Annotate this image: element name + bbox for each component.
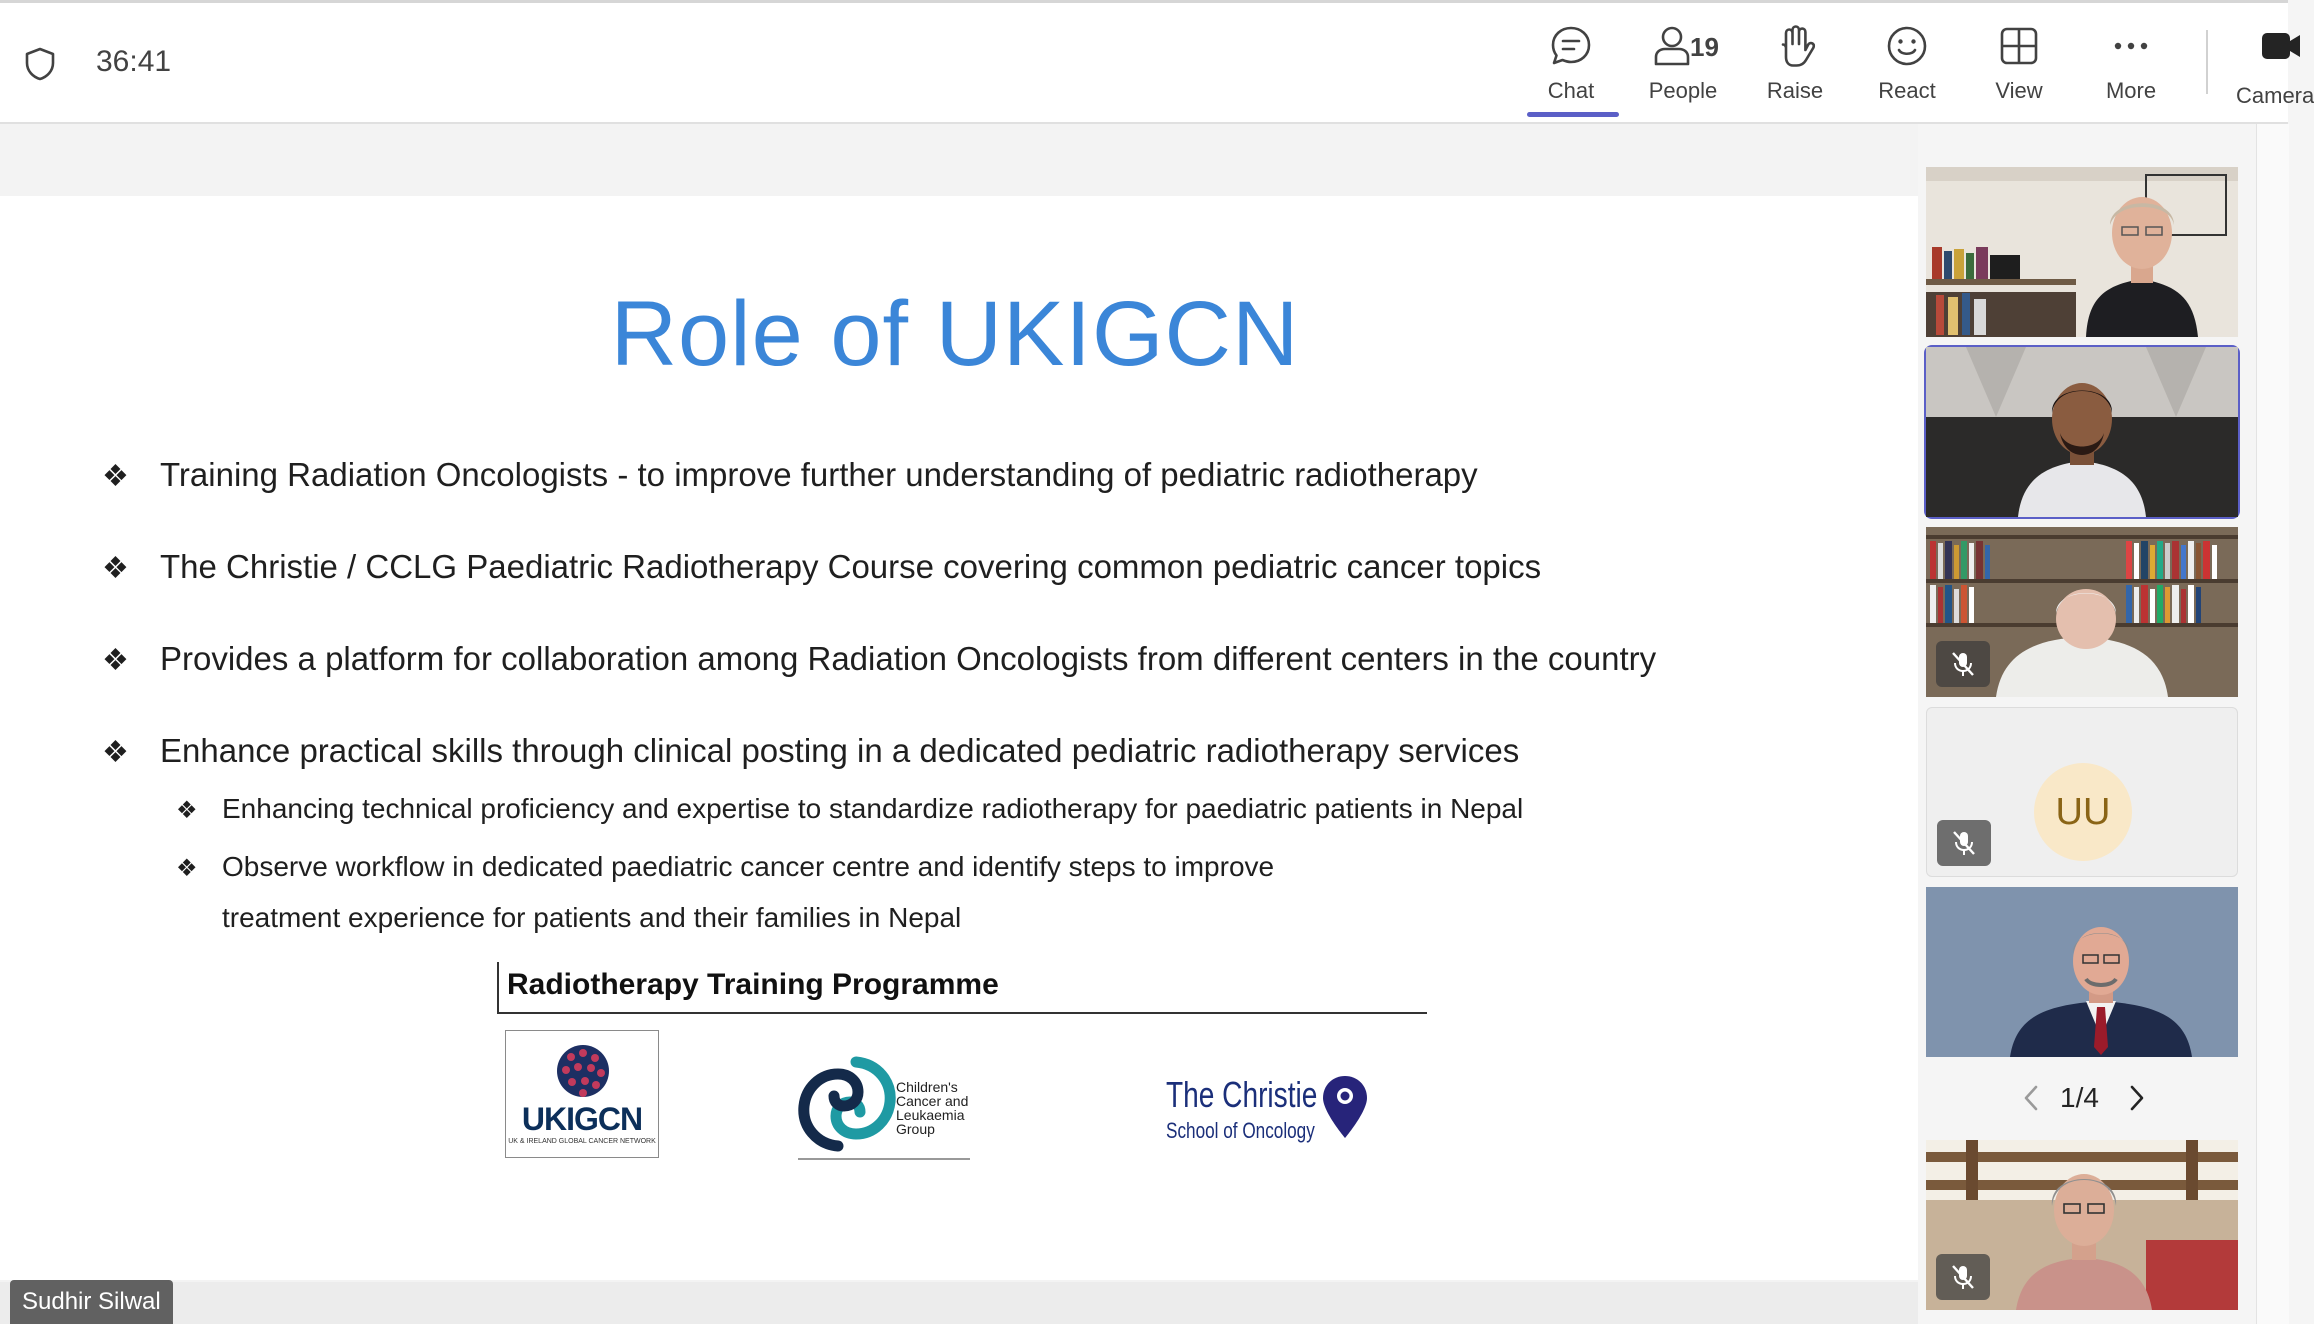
mic-off-icon: [1949, 650, 1977, 678]
ukigcn-logo-name: UKIGCN: [521, 1101, 643, 1137]
camera-icon: [2258, 24, 2302, 68]
meeting-toolbar: [0, 0, 2314, 124]
participant-avatar-tile[interactable]: [1926, 707, 2238, 877]
bullet-diamond-icon: ❖: [102, 736, 129, 769]
shield-icon[interactable]: [22, 46, 58, 82]
slide-bullet-3: ❖ Provides a platform for collaboration among Radiation Oncologists from different centers in the country: [102, 640, 1657, 677]
side-panel-edge: [2256, 124, 2289, 1324]
chevron-left-icon[interactable]: [2020, 1084, 2042, 1119]
participant-video: [1926, 347, 2238, 517]
react-button[interactable]: [1852, 24, 1962, 114]
globe-icon: [506, 1037, 660, 1109]
ukigcn-logo: [505, 1030, 659, 1158]
cclg-logo-text: Children's Cancer and Leukaemia Group: [896, 1079, 969, 1137]
view-button[interactable]: [1964, 24, 2074, 114]
location-pin-icon: [1320, 1074, 1370, 1140]
more-dots-icon: [2109, 24, 2153, 68]
toolbar-divider: [2206, 30, 2208, 94]
participant-video-tile[interactable]: [1926, 167, 2238, 337]
raise-hand-button[interactable]: [1740, 24, 1850, 114]
cclg-logo: [798, 1056, 970, 1160]
slide-title: Role of UKIGCN: [610, 283, 1300, 385]
bullet-diamond-icon: ❖: [102, 460, 129, 493]
react-label: React: [1878, 78, 1936, 103]
slide-sub-bullet-2-continued: treatment experience for patients and their families in Nepal: [222, 902, 962, 933]
view-label: View: [1995, 78, 2043, 103]
muted-indicator: [1936, 641, 1990, 687]
chevron-right-icon[interactable]: [2126, 1084, 2148, 1119]
people-label: People: [1648, 78, 1718, 103]
smiley-icon: [1885, 24, 1929, 68]
participant-video: [1926, 887, 2238, 1057]
participant-pager: [1926, 1078, 2238, 1118]
bullet-diamond-icon: ❖: [176, 797, 198, 824]
bullet-diamond-icon: ❖: [102, 552, 129, 585]
chat-icon: [1549, 24, 1593, 68]
mic-off-icon: [1950, 829, 1978, 857]
christie-logo: [1160, 1068, 1380, 1148]
participant-video-tile[interactable]: [1926, 527, 2238, 697]
participant-video: [1926, 167, 2238, 337]
window-top-border: [0, 0, 2288, 3]
page-indicator: 1/4: [2060, 1082, 2099, 1113]
slide-bullet-2: ❖ The Christie / CCLG Paediatric Radiotherapy Course covering common pediatric cancer topics: [102, 548, 1542, 585]
mic-off-icon: [1949, 1263, 1977, 1291]
meeting-timer: 36:41: [96, 45, 172, 78]
more-label: More: [2105, 78, 2157, 103]
camera-label: Camera: [2236, 83, 2314, 108]
christie-logo-subtitle: School of Oncology: [1166, 1118, 1315, 1143]
programme-title: Radiotherapy Training Programme: [507, 968, 999, 1001]
slide-sub-bullet-1: ❖ Enhancing technical proficiency and expertise to standardize radiotherapy for paediatric patients in Nepal: [176, 784, 1523, 836]
participant-video-tile[interactable]: [1926, 1140, 2238, 1310]
avatar: UU: [2034, 763, 2132, 861]
participant-video-tile-active-speaker[interactable]: [1926, 347, 2238, 517]
muted-indicator: [1936, 1254, 1990, 1300]
ukigcn-logo-subtitle: UK & IRELAND GLOBAL CANCER NETWORK: [508, 1138, 656, 1145]
muted-indicator: [1937, 820, 1991, 866]
cclg-swirl-icon: [798, 1056, 894, 1156]
slide-bullet-1: ❖ Training Radiation Oncologists - to improve further understanding of pediatric radiotherapy: [102, 456, 1478, 493]
camera-button[interactable]: [2236, 24, 2314, 114]
slide-bullet-4: ❖ Enhance practical skills through clinical posting in a dedicated pediatric radiotherapy services: [102, 732, 1520, 769]
presenter-strip: [0, 1282, 1918, 1324]
bullet-diamond-icon: ❖: [102, 644, 129, 677]
chat-button[interactable]: [1516, 24, 1626, 114]
people-button[interactable]: [1628, 24, 1738, 114]
raise-hand-icon: [1773, 24, 1817, 68]
christie-logo-name: The Christie: [1166, 1074, 1318, 1115]
bullet-diamond-icon: ❖: [176, 855, 198, 882]
chat-active-indicator: [1527, 112, 1619, 117]
raise-label: Raise: [1766, 78, 1824, 103]
presenter-name-tag: Sudhir Silwal: [10, 1280, 173, 1324]
participant-video-tile[interactable]: [1926, 887, 2238, 1057]
slide-sub-bullet-2: ❖ Observe workflow in dedicated paediatric cancer centre and identify steps to improve: [176, 842, 1274, 894]
chat-label: Chat: [1547, 78, 1595, 103]
people-count-badge: 19: [1690, 32, 1719, 62]
grid-view-icon: [1997, 24, 2041, 68]
more-button[interactable]: [2076, 24, 2186, 114]
